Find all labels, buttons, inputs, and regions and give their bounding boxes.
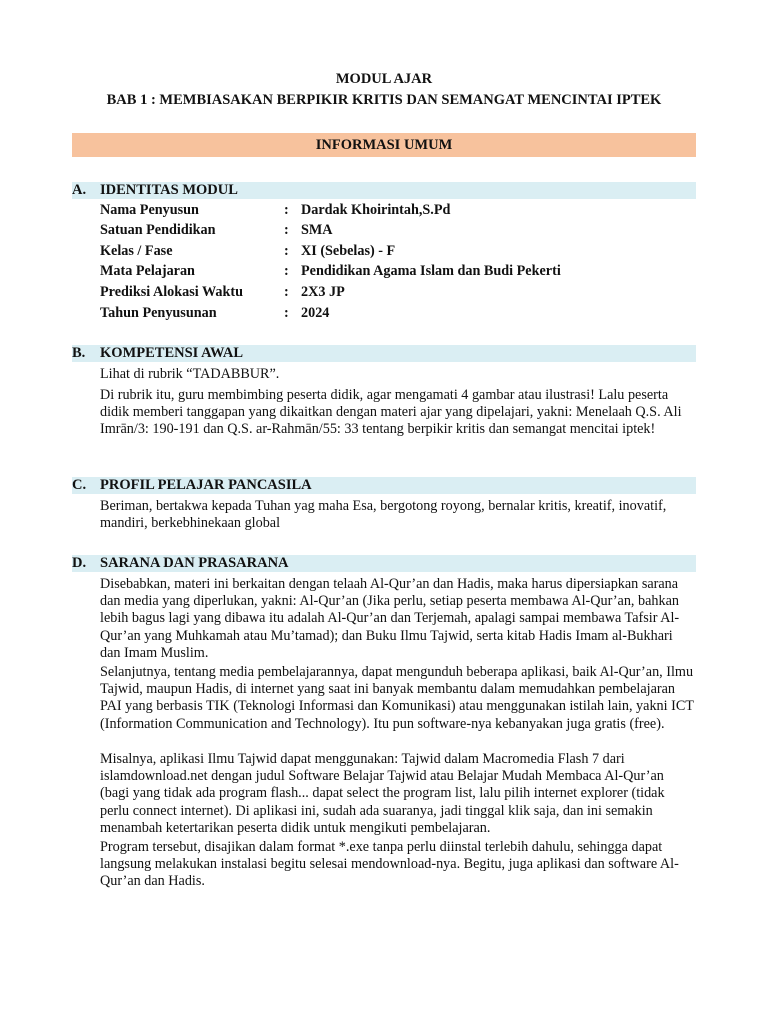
section-c-paragraph: Beriman, bertakwa kepada Tuhan yag maha Esa, bergotong royong, bernalar kritis, kreatif, inovatif, mandiri, berkebhinekaan global <box>100 498 667 532</box>
section-title: SARANA DAN PRASARANA <box>100 555 289 571</box>
section-d-paragraph-4: Program tersebut, disajikan dalam format *.exe tanpa perlu diinstal terlebih dahulu, sehingga dapat langsung melakukan instalasi begitu selesai mendownload-nya. Begitu, juga aplikasi dan software Al-Qur’an dan Hadis. <box>100 839 679 890</box>
section-d-paragraph-1: Disebabkan, materi ini berkaitan dengan telaah Al-Qur’an dan Hadis, maka harus dipersiapkan sarana dan media yang diperlukan, yakni: Al-Qur’an (Jika perlu, setiap peserta membawa Al-Qur’an, bahkan lebih bagus lagi yang dibawa itu adalah Al-Qur’an dan Terjemah, apalagi sampai membawa Tafsir Al-Qur’an yang Muhkamah atau Mu’tamad); dan Buku Ilmu Tajwid, serta kitab Hadis Imam al-Bukhari dan Imam Muslim. <box>100 576 680 661</box>
identity-label: Kelas / Fase <box>100 243 173 259</box>
identity-colon: : <box>284 284 289 300</box>
section-title: PROFIL PELAJAR PANCASILA <box>100 477 312 493</box>
identity-colon: : <box>284 305 289 321</box>
identity-label: Mata Pelajaran <box>100 263 195 279</box>
identity-colon: : <box>284 202 289 218</box>
identity-row-author <box>100 202 700 222</box>
identity-label: Nama Penyusun <box>100 202 199 218</box>
identity-label: Prediksi Alokasi Waktu <box>100 284 243 300</box>
identity-row-time <box>100 284 700 304</box>
section-b-paragraph-1: Lihat di rubrik “TADABBUR”. <box>100 366 280 382</box>
identity-colon: : <box>284 222 289 238</box>
identity-value: Pendidikan Agama Islam dan Budi Pekerti <box>301 263 561 279</box>
identity-value: 2024 <box>301 305 330 321</box>
section-b-heading <box>72 345 696 362</box>
section-title: KOMPETENSI AWAL <box>100 345 244 361</box>
identity-value: SMA <box>301 222 333 238</box>
identity-value: Dardak Khoirintah,S.Pd <box>301 202 451 218</box>
identity-row-year <box>100 305 700 325</box>
identity-colon: : <box>284 243 289 259</box>
section-d-paragraph-2: Selanjutnya, tentang media pembelajarannya, dapat mengunduh beberapa aplikasi, baik Al-Qur’an, Ilmu Tajwid, maupun Hadis, di internet yang saat ini banyak membantu dalam memudahkan pembelajaran PAI yang berbasis TIK (Teknologi Informasi dan Komunikasi) atau menggunakan istilah lain, yakni ICT (Information Communication and Technology). Itu pun software-nya kebanyakan juga gratis (free). <box>100 664 694 732</box>
identity-value: XI (Sebelas) - F <box>301 243 396 259</box>
general-info-banner: INFORMASI UMUM <box>72 133 696 157</box>
section-letter: D. <box>72 555 87 571</box>
identity-row-school <box>100 222 700 242</box>
identity-colon: : <box>284 263 289 279</box>
section-title: IDENTITAS MODUL <box>100 182 238 198</box>
identity-label: Satuan Pendidikan <box>100 222 216 238</box>
identity-value: 2X3 JP <box>301 284 345 300</box>
identity-row-class <box>100 243 700 263</box>
section-a-heading <box>72 182 696 199</box>
chapter-title: BAB 1 : MEMBIASAKAN BERPIKIR KRITIS DAN SEMANGAT MENCINTAI IPTEK <box>106 92 662 108</box>
identity-label: Tahun Penyusunan <box>100 305 217 321</box>
section-letter: C. <box>72 477 87 493</box>
section-b-paragraph-2: Di rubrik itu, guru membimbing peserta didik, agar mengamati 4 gambar atau ilustrasi! Lalu peserta didik memberi tanggapan yang dikaitkan dengan materi ajar yang dipelajari, yakni: Menelaah Q.S. Ali Imrān/3: 190-191 dan Q.S. ar-Rahmān/55: 33 tentang berpikir kritis dan semangat mencitai iptek! <box>100 387 682 438</box>
section-letter: B. <box>72 345 86 361</box>
module-title: MODUL AJAR <box>335 71 433 87</box>
identity-row-subject <box>100 263 700 283</box>
section-c-heading <box>72 477 696 494</box>
section-letter: A. <box>72 182 87 198</box>
section-d-paragraph-3: Misalnya, aplikasi Ilmu Tajwid dapat menggunakan: Tajwid dalam Macromedia Flash 7 dari islamdownload.net dengan judul Software Belajar Tajwid atau Belajar Mudah Membaca Al-Qur’an (bagi yang tidak ada program flash... dapat select the program list, lalu pilih internet explorer (tidak perlu connect internet). Di aplikasi ini, sudah ada suaranya, jadi tinggal klik saja, dan ini semakin menambah ketertarikan peserta didik untuk mengikuti pembelajaran. <box>100 751 665 836</box>
section-d-heading <box>72 555 696 572</box>
